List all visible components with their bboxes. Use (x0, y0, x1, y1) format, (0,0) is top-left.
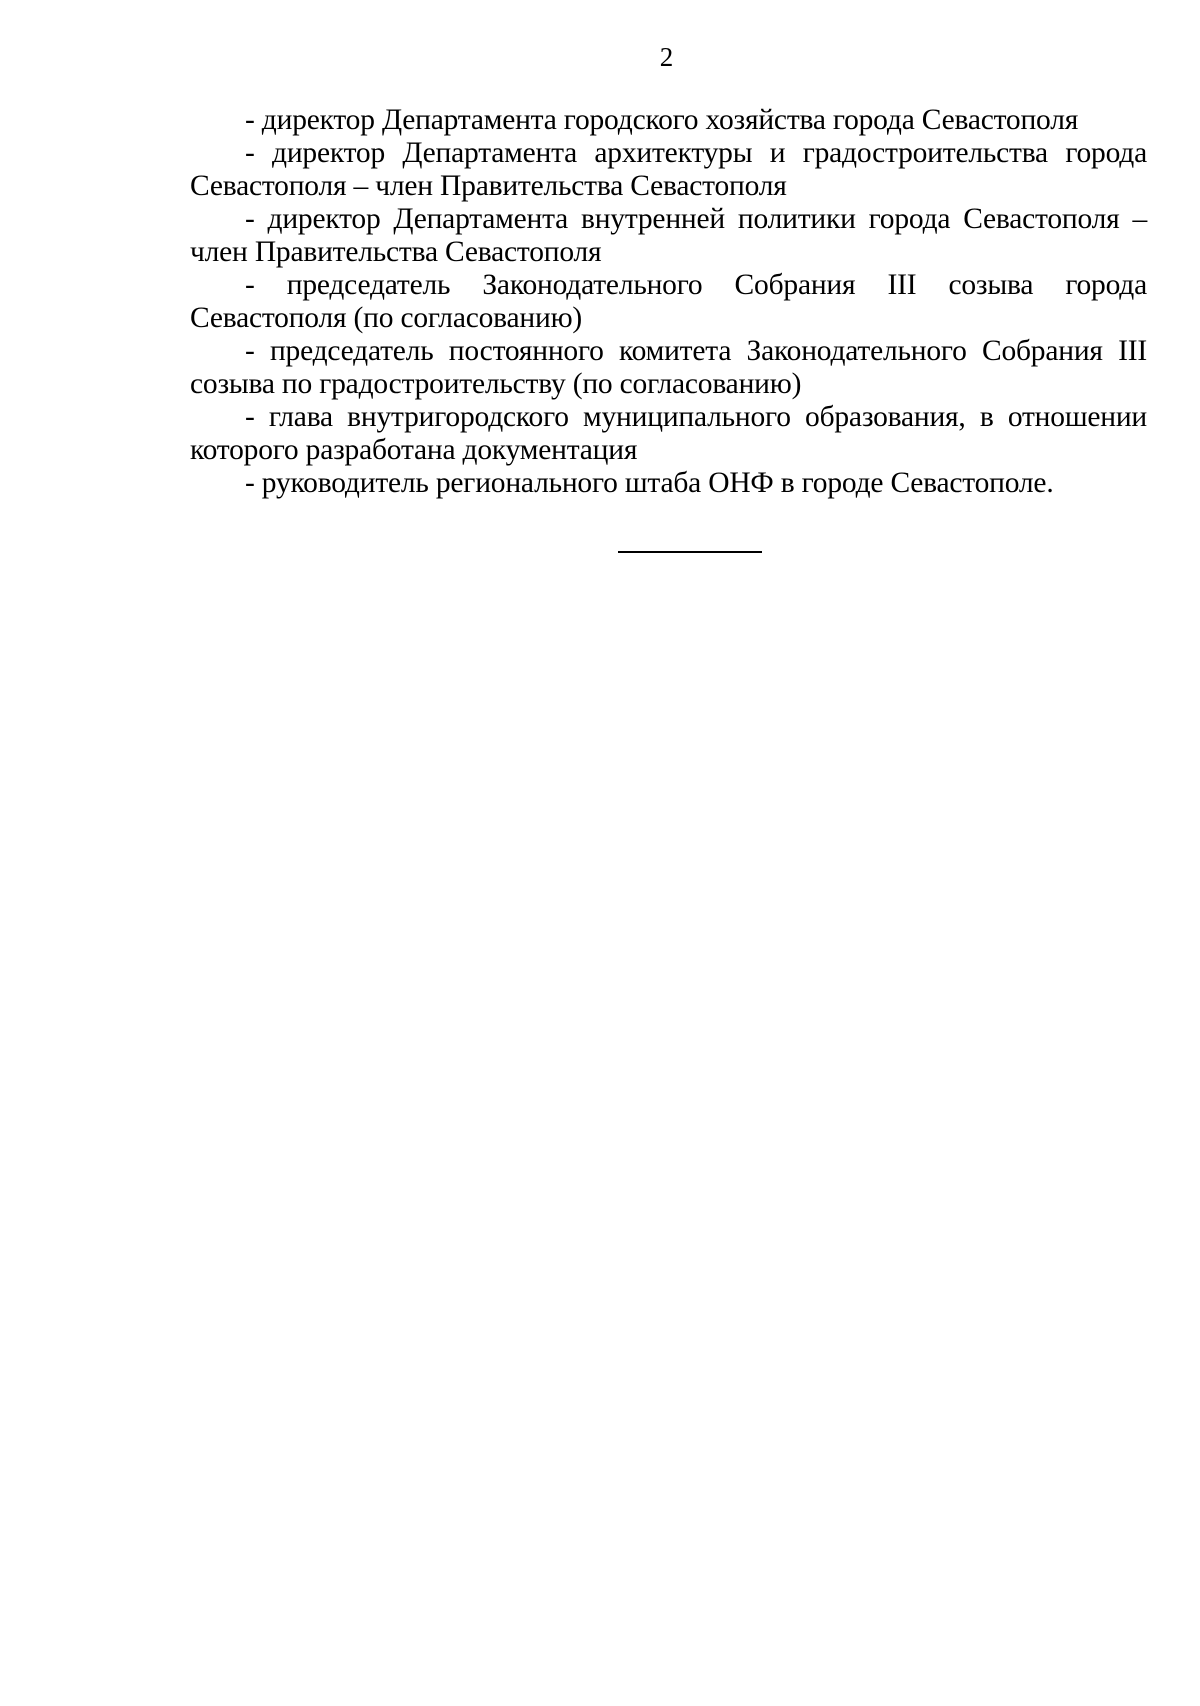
member-item: - руководитель регионального штаба ОНФ в городе Севастополе. (245, 467, 1054, 499)
page-number: 2 (659, 42, 674, 72)
member-item: - директор Департамента архитектуры и градостроительства города Севастополя – член Правительства Севастополя (190, 137, 1147, 202)
member-item: - директор Департамента городского хозяйства города Севастополя (245, 104, 1079, 136)
member-item: - глава внутригородского муниципального образования, в отношении которого разработана документация (190, 401, 1147, 466)
end-divider (618, 551, 762, 553)
member-item: - председатель постоянного комитета Законодательного Собрания III созыва по градостроительству (по согласованию) (190, 335, 1147, 400)
member-item: - директор Департамента внутренней политики города Севастополя – член Правительства Севастополя (190, 203, 1147, 268)
member-item: - председатель Законодательного Собрания III созыва города Севастополя (по согласованию) (190, 269, 1147, 334)
members-list (190, 104, 1147, 500)
